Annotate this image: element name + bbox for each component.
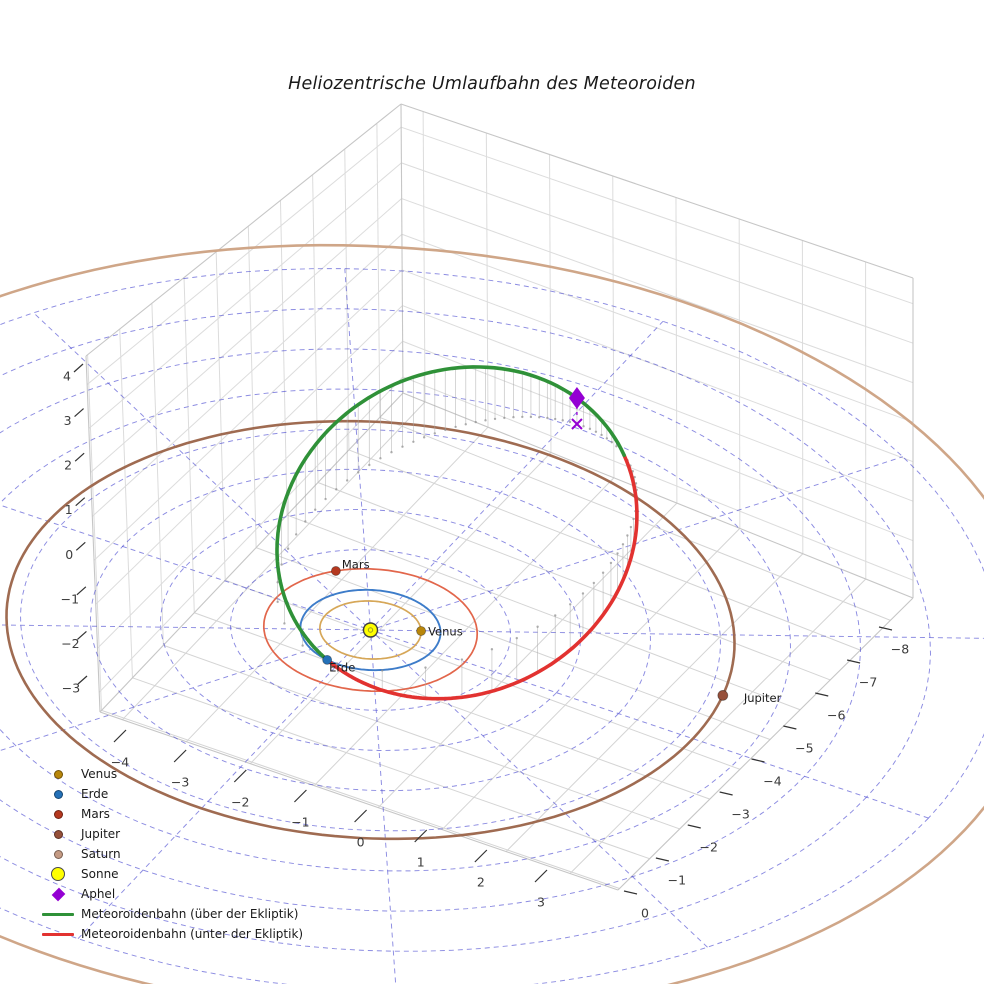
y-tick-label: −7 xyxy=(858,674,878,690)
y-tick-label: 0 xyxy=(641,905,649,921)
saturn-marker-icon xyxy=(54,850,63,859)
meteoroid-orbit-below-ecliptic xyxy=(327,455,637,699)
stem-foot-dot xyxy=(536,626,538,628)
stem-foot-dot xyxy=(314,509,316,511)
stem-foot-dot xyxy=(616,552,618,554)
projection-stems xyxy=(276,367,638,698)
stem-foot-dot xyxy=(412,441,414,443)
mars-marker-icon xyxy=(54,810,63,819)
stem-foot-dot xyxy=(283,622,285,624)
y-tick-label: −1 xyxy=(667,872,687,888)
z-tick-label: 4 xyxy=(63,368,71,384)
planet-label-venus: Venus xyxy=(428,624,463,639)
stem-foot-dot xyxy=(424,666,426,668)
legend-label: Mars xyxy=(81,807,110,821)
stem-foot-dot xyxy=(465,423,467,425)
stem-foot-dot xyxy=(554,614,556,616)
stem-foot-dot xyxy=(287,548,289,550)
stem-foot-dot xyxy=(280,563,282,565)
stem-foot-dot xyxy=(434,432,436,434)
stem-foot-dot xyxy=(554,418,556,420)
aphel-marker-icon xyxy=(51,887,65,901)
stem-foot-dot xyxy=(304,520,306,522)
y-tick-label: −4 xyxy=(763,773,782,789)
stem-foot-dot xyxy=(582,425,584,427)
stem-foot-dot xyxy=(484,419,486,421)
x-tick-label: −4 xyxy=(110,754,130,770)
sun-dot xyxy=(364,623,378,637)
stem-foot-dot xyxy=(512,416,514,418)
stem-foot-dot xyxy=(569,603,571,605)
stem-foot-dot xyxy=(516,637,518,639)
legend-label: Sonne xyxy=(81,867,119,881)
planet-dot-jupiter xyxy=(718,690,728,700)
z-tick-label: −3 xyxy=(61,680,81,696)
stem-foot-dot xyxy=(381,669,383,671)
x-tick-label: −2 xyxy=(231,794,250,810)
z-tick-label: −1 xyxy=(60,591,80,607)
x-tick-label: 3 xyxy=(537,894,545,910)
z-tick-label: 1 xyxy=(64,502,73,518)
planet-label-mars: Mars xyxy=(341,557,370,572)
x-tick-label: 1 xyxy=(416,854,425,870)
stem-foot-dot xyxy=(461,658,463,660)
stem-foot-dot xyxy=(595,431,597,433)
legend-item-sonne xyxy=(38,864,303,884)
wall-grid xyxy=(87,112,913,711)
legend-item-erde xyxy=(38,784,303,804)
stem-foot-dot xyxy=(600,434,602,436)
stem-foot-dot xyxy=(301,644,303,646)
stem-foot-dot xyxy=(401,446,403,448)
stem-foot-dot xyxy=(444,429,446,431)
stem-foot-dot xyxy=(423,436,425,438)
legend-item-saturn xyxy=(38,844,303,864)
stem-foot-dot xyxy=(606,437,608,439)
legend-label: Erde xyxy=(81,787,109,801)
z-tick-label: 2 xyxy=(64,457,73,473)
stem-foot-dot xyxy=(494,418,496,420)
stem-foot-dot xyxy=(368,464,370,466)
stem-foot-dot xyxy=(569,421,571,423)
green-line-icon xyxy=(42,913,74,916)
y-tick-label: −8 xyxy=(890,641,910,657)
x-tick-label: 0 xyxy=(356,834,365,850)
legend-item-aphel xyxy=(38,884,303,904)
legend-label: Saturn xyxy=(81,847,121,861)
stem-foot-dot xyxy=(610,562,612,564)
stem-foot-dot xyxy=(593,582,595,584)
stem-foot-dot xyxy=(602,572,604,574)
planet-dot-venus xyxy=(417,626,426,635)
stem-foot-dot xyxy=(346,479,348,481)
stem-foot-dot xyxy=(276,601,278,603)
erde-marker-icon xyxy=(54,790,63,799)
stem-foot-dot xyxy=(390,451,392,453)
stem-foot-dot xyxy=(611,441,613,443)
legend xyxy=(38,764,303,944)
y-tick-label: −5 xyxy=(795,740,814,756)
stem-foot-dot xyxy=(295,533,297,535)
legend-item-jupiter xyxy=(38,824,303,844)
y-tick-label: −6 xyxy=(827,707,846,723)
legend-item-orbit-above xyxy=(38,904,303,924)
legend-item-orbit-below xyxy=(38,924,303,944)
stem-foot-dot xyxy=(626,534,628,536)
stem-foot-dot xyxy=(503,417,505,419)
legend-label: Aphel xyxy=(81,887,116,901)
planets-and-sun xyxy=(323,557,782,704)
venus-marker-icon xyxy=(54,770,63,779)
stem-foot-dot xyxy=(491,648,493,650)
z-tick-label: 3 xyxy=(63,413,72,429)
stem-foot-dot xyxy=(622,543,624,545)
legend-label: Meteoroidenbahn (über der Ekliptik) xyxy=(81,907,299,921)
x-tick-label: −1 xyxy=(291,814,310,830)
legend-label: Venus xyxy=(81,767,118,781)
stem-foot-dot xyxy=(324,498,326,500)
stem-foot-dot xyxy=(562,419,564,421)
jupiter-marker-icon xyxy=(54,830,63,839)
planet-dot-mars xyxy=(331,566,340,575)
planet-label-erde: Erde xyxy=(329,660,356,675)
y-tick-label: −3 xyxy=(731,806,750,822)
stem-foot-dot xyxy=(454,426,456,428)
stem-foot-dot xyxy=(630,526,632,528)
legend-label: Meteoroidenbahn (unter der Ekliptik) xyxy=(81,927,304,941)
stem-foot-dot xyxy=(357,471,359,473)
stem-foot-dot xyxy=(379,457,381,459)
stem-foot-dot xyxy=(530,416,532,418)
stem-foot-dot xyxy=(589,428,591,430)
stem-foot-dot xyxy=(538,416,540,418)
legend-item-venus xyxy=(38,764,303,784)
stem-foot-dot xyxy=(546,417,548,419)
stem-foot-dot xyxy=(521,416,523,418)
stem-foot-dot xyxy=(475,421,477,423)
y-tick-label: −2 xyxy=(699,839,718,855)
red-line-icon xyxy=(42,933,74,936)
x-tick-label: −3 xyxy=(170,774,190,790)
legend-label: Jupiter xyxy=(81,827,121,841)
plot-title: Heliozentrische Umlaufbahn des Meteoroiden xyxy=(288,74,696,94)
stem-foot-dot xyxy=(582,592,584,594)
stem-foot-dot xyxy=(632,518,634,520)
z-tick-label: −2 xyxy=(61,635,80,651)
planet-label-jupiter: Jupiter xyxy=(743,690,782,705)
z-tick-label: 0 xyxy=(65,546,74,562)
stem-foot-dot xyxy=(335,488,337,490)
sun-marker-icon xyxy=(51,867,65,881)
x-tick-label: 2 xyxy=(476,874,485,890)
meteoroid-orbit-below-ecliptic xyxy=(327,455,637,699)
legend-item-mars xyxy=(38,804,303,824)
